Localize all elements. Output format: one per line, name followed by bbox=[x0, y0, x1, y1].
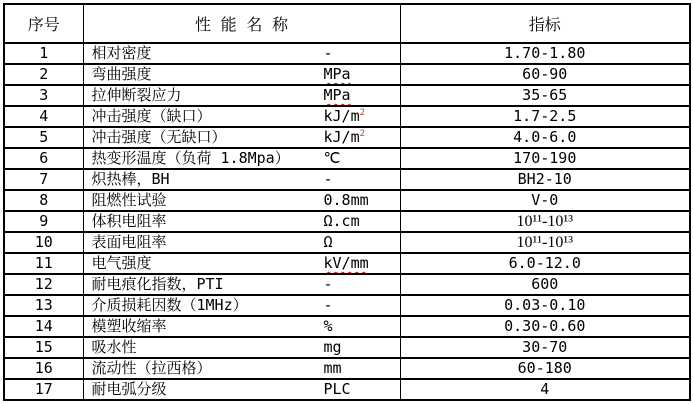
row-number-cell bbox=[4, 190, 83, 211]
indicator-cell bbox=[400, 211, 690, 232]
indicator-cell bbox=[400, 169, 690, 190]
property-name-cell bbox=[83, 274, 400, 295]
header-col-number: 序号 bbox=[4, 4, 83, 43]
row-number-cell bbox=[4, 43, 83, 64]
unit-label: MPa bbox=[323, 86, 351, 104]
row-number: 4 bbox=[39, 107, 49, 125]
indicator-cell bbox=[400, 232, 690, 253]
indicator-cell bbox=[400, 127, 690, 148]
indicator-value: BH2-10 bbox=[517, 170, 572, 188]
row-number-cell bbox=[4, 295, 83, 316]
properties-table bbox=[3, 3, 691, 401]
row-number: 8 bbox=[39, 191, 49, 209]
row-number-cell bbox=[4, 85, 83, 106]
indicator-cell bbox=[400, 64, 690, 85]
row-number-cell bbox=[4, 232, 83, 253]
indicator-cell bbox=[400, 316, 690, 337]
property-name: 耐电痕化指数，PTI bbox=[91, 275, 224, 293]
property-name-cell bbox=[83, 337, 400, 358]
property-name: 炽热棒，BH bbox=[91, 170, 170, 188]
row-number-cell bbox=[4, 274, 83, 295]
row-number-cell bbox=[4, 148, 83, 169]
property-name: 表面电阻率 bbox=[91, 233, 167, 251]
property-name: 介质损耗因数（1MHz） bbox=[91, 296, 248, 314]
indicator-value: 4 bbox=[540, 380, 550, 398]
indicator-value: V-0 bbox=[531, 191, 559, 209]
property-name-cell bbox=[83, 379, 400, 400]
unit-label: mm bbox=[323, 359, 342, 377]
property-name: 冲击强度（缺口） bbox=[91, 107, 212, 125]
unit-label: - bbox=[323, 275, 333, 293]
property-name-cell bbox=[83, 85, 400, 106]
indicator-value: 1.7-2.5 bbox=[513, 107, 577, 125]
property-name-cell bbox=[83, 232, 400, 253]
table-row bbox=[4, 190, 690, 211]
table-row bbox=[4, 43, 690, 64]
property-name-cell bbox=[83, 148, 400, 169]
table-row bbox=[4, 379, 690, 400]
unit-label: ℃ bbox=[323, 149, 341, 167]
row-number: 11 bbox=[34, 254, 53, 272]
indicator-cell bbox=[400, 85, 690, 106]
property-name-cell bbox=[83, 106, 400, 127]
indicator-cell bbox=[400, 379, 690, 400]
row-number: 15 bbox=[34, 338, 53, 356]
property-name-cell bbox=[83, 127, 400, 148]
indicator-value: 60-180 bbox=[517, 359, 572, 377]
row-number-cell bbox=[4, 64, 83, 85]
row-number: 12 bbox=[34, 275, 53, 293]
row-number: 2 bbox=[39, 65, 49, 83]
unit-label: $kJ/m^2$ bbox=[323, 107, 366, 125]
table-row bbox=[4, 316, 690, 337]
unit-label: mg bbox=[323, 338, 342, 356]
property-name: 相对密度 bbox=[91, 44, 152, 62]
unit-label: Ω.cm bbox=[323, 212, 360, 230]
table-row bbox=[4, 85, 690, 106]
indicator-value: 10¹¹-10¹³ bbox=[516, 213, 573, 230]
header-col-indicator: 指标 bbox=[400, 4, 690, 43]
property-name: 热变形温度（负荷 1.8Mpa） bbox=[91, 149, 290, 167]
row-number-cell bbox=[4, 316, 83, 337]
row-number-cell bbox=[4, 379, 83, 400]
row-number: 7 bbox=[39, 170, 49, 188]
table-row bbox=[4, 232, 690, 253]
unit-label: kV/mm bbox=[323, 254, 369, 272]
property-name-cell bbox=[83, 253, 400, 274]
indicator-cell bbox=[400, 148, 690, 169]
table-row bbox=[4, 295, 690, 316]
unit-label: 0.8mm bbox=[323, 191, 369, 209]
property-name: 电气强度 bbox=[91, 254, 152, 272]
indicator-cell bbox=[400, 274, 690, 295]
indicator-value: 30-70 bbox=[522, 338, 568, 356]
unit-superscript: 2 bbox=[359, 129, 366, 139]
property-name: 拉伸断裂应力 bbox=[91, 86, 182, 104]
property-name: 弯曲强度 bbox=[91, 65, 152, 83]
property-name: 冲击强度（无缺口） bbox=[91, 128, 227, 146]
row-number: 6 bbox=[39, 149, 49, 167]
indicator-value: 0.03-0.10 bbox=[504, 296, 586, 314]
indicator-cell bbox=[400, 295, 690, 316]
unit-label: - bbox=[323, 44, 333, 62]
indicator-cell bbox=[400, 337, 690, 358]
row-number: 3 bbox=[39, 86, 49, 104]
indicator-value: 170-190 bbox=[513, 149, 577, 167]
document-page bbox=[0, 3, 693, 404]
indicator-value: 6.0-12.0 bbox=[508, 254, 581, 272]
row-number: 14 bbox=[34, 317, 53, 335]
row-number-cell bbox=[4, 169, 83, 190]
property-name-cell bbox=[83, 358, 400, 379]
property-name-cell bbox=[83, 43, 400, 64]
indicator-value: 35-65 bbox=[522, 86, 568, 104]
unit-label: Ω bbox=[323, 233, 333, 251]
unit-label: MPa bbox=[323, 65, 351, 83]
property-name-cell bbox=[83, 295, 400, 316]
unit-label: $kJ/m^2$ bbox=[323, 128, 366, 146]
property-name: 阻燃性试验 bbox=[91, 191, 167, 209]
property-name: 模塑收缩率 bbox=[91, 317, 167, 335]
unit-label: PLC bbox=[323, 380, 351, 398]
table-row bbox=[4, 127, 690, 148]
row-number: 17 bbox=[34, 380, 53, 398]
row-number: 10 bbox=[34, 233, 53, 251]
indicator-value: 1.70-1.80 bbox=[504, 44, 586, 62]
row-number: 13 bbox=[34, 296, 53, 314]
property-name-cell bbox=[83, 211, 400, 232]
row-number-cell bbox=[4, 211, 83, 232]
indicator-value: 10¹¹-10¹³ bbox=[516, 234, 573, 251]
table-row bbox=[4, 253, 690, 274]
row-number: 1 bbox=[39, 44, 49, 62]
indicator-value: 4.0-6.0 bbox=[513, 128, 577, 146]
unit-superscript: 2 bbox=[359, 108, 366, 118]
property-name-cell bbox=[83, 169, 400, 190]
table-row bbox=[4, 358, 690, 379]
row-number: 5 bbox=[39, 128, 49, 146]
table-row bbox=[4, 106, 690, 127]
property-name: 吸水性 bbox=[91, 338, 137, 356]
row-number-cell bbox=[4, 106, 83, 127]
row-number-cell bbox=[4, 253, 83, 274]
unit-label: - bbox=[323, 170, 333, 188]
table-row bbox=[4, 169, 690, 190]
row-number-cell bbox=[4, 358, 83, 379]
unit-label: - bbox=[323, 296, 333, 314]
property-name-cell bbox=[83, 64, 400, 85]
indicator-value: 60-90 bbox=[522, 65, 568, 83]
property-name-cell bbox=[83, 316, 400, 337]
property-name: 流动性（拉西格） bbox=[91, 359, 212, 377]
header-col-property-name: 性 能 名 称 bbox=[83, 4, 400, 43]
indicator-cell bbox=[400, 190, 690, 211]
indicator-cell bbox=[400, 358, 690, 379]
row-number: 16 bbox=[34, 359, 53, 377]
indicator-cell bbox=[400, 253, 690, 274]
table-row bbox=[4, 64, 690, 85]
indicator-cell bbox=[400, 43, 690, 64]
header-row bbox=[4, 4, 690, 43]
property-name: 耐电弧分级 bbox=[91, 380, 167, 398]
property-name-cell bbox=[83, 190, 400, 211]
unit-label: % bbox=[323, 317, 333, 335]
indicator-cell bbox=[400, 106, 690, 127]
indicator-value: 600 bbox=[531, 275, 559, 293]
row-number-cell bbox=[4, 337, 83, 358]
property-name: 体积电阻率 bbox=[91, 212, 167, 230]
table-row bbox=[4, 211, 690, 232]
row-number: 9 bbox=[39, 212, 49, 230]
table-row bbox=[4, 274, 690, 295]
row-number-cell bbox=[4, 127, 83, 148]
table-row bbox=[4, 148, 690, 169]
indicator-value: 0.30-0.60 bbox=[504, 317, 586, 335]
table-row bbox=[4, 337, 690, 358]
